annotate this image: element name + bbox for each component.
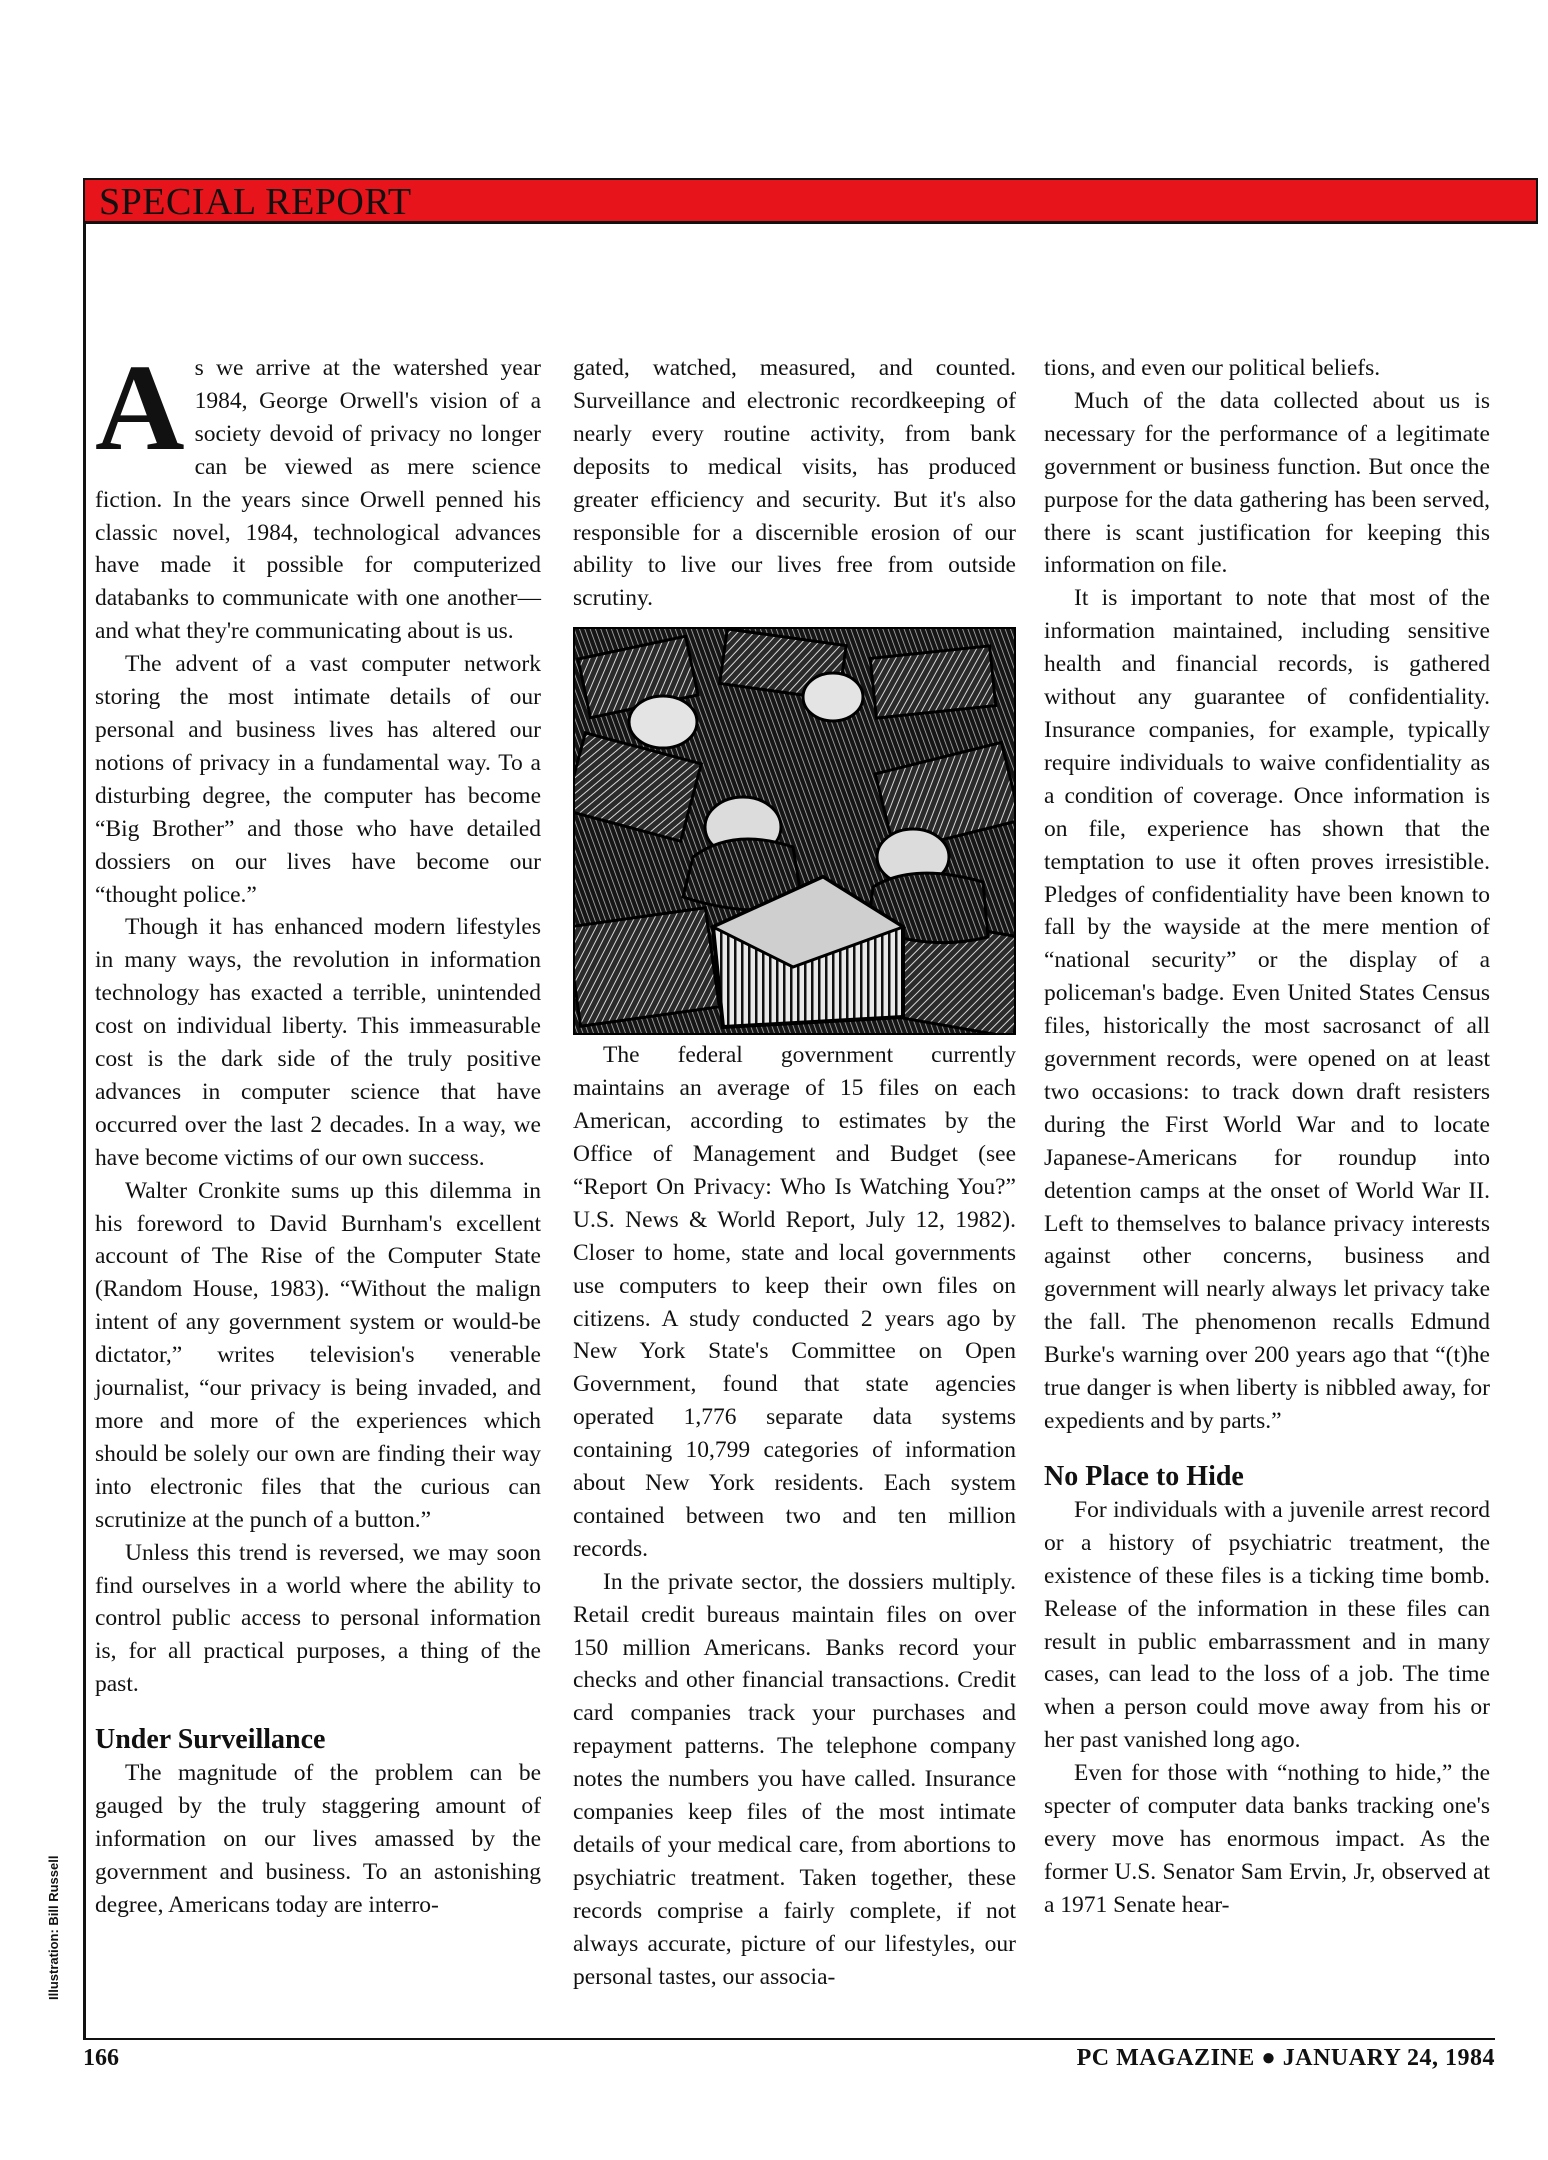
paragraph: The advent of a vast computer network storing the most intimate details of our personal and business lives has altered our notions of privacy in a fundamental way. To a disturbing degree, the computer has become “Big Brother” and those who have detailed dossiers on our lives have become our “thought police.”	[95, 651, 541, 908]
paragraph: For individuals with a juvenile arrest record or a history of psychiatric treatment, the existence of these files is a ticking time bomb. Release of the information in these files can result in public embarrassment and in many cases, can lead to the loss of a job. The time when a person could move away from his or her past vanished long ago.	[1044, 1496, 1490, 1754]
illustration-credit: Illustration: Bill Russell	[46, 1855, 61, 2000]
section-title: SPECIAL REPORT	[99, 181, 412, 223]
paragraph: Unless this trend is reversed, we may soon find ourselves in a world where the ability to control public access to personal information is, for all practical purposes, a thing of the past.	[95, 1539, 541, 1698]
article-column-2	[573, 352, 1016, 1994]
paragraph: It is important to note that most of the information maintained, including sensitive health and financial records, is gathered without any guarantee of confidentiality. Insurance companies, for example, typically require individuals to waive confidentiality as a condition of coverage. Once information is on file, experience has shown that the temptation to use it often proves irresistible. Pledges of confidentiality have been known to fall by the wayside at the mere mention of “national security” or the display of a policeman's badge. Even United States Census files, historically the most sacrosanct of all government records, were opened on at least two occasions: to track down draft resisters during the First World War and to locate Japanese-Americans for roundup into detention camps at the onset of World War II. Left to themselves to balance privacy interests against other concerns, business and government will nearly always let privacy take the fall. The phenomenon recalls Edmund Burke's warning over 200 years ago that “(t)he true danger is when liberty is nibbled away, for expedients and by parts.”	[1044, 585, 1490, 1434]
illustration-drawing	[573, 627, 1016, 1035]
paragraph: Though it has enhanced modern lifestyles in many ways, the revolution in information technology has exacted a terrible, unintended cost on individual liberty. This immeasurable cost is the dark side of the truly positive advances in computer science that have occurred over the last 2 decades. In a way, we have become victims of our own success.	[95, 914, 541, 1171]
paragraph: In the private sector, the dossiers multiply. Retail credit bureaus maintain files on over 150 million Americans. Banks record your checks and other financial transactions. Credit card companies track your purchases and repayment patterns. The telephone company notes the numbers you have called. Insurance companies keep files of the most intimate details of your medical care, from abortions to psychiatric treatment. Taken together, these records comprise a fairly complete, if not always accurate, picture of our lifestyles, our personal tastes, our associa-	[573, 1568, 1016, 1990]
paragraph: Much of the data collected about us is necessary for the performance of a legitimate government or business function. But once the purpose for the data gathering has been served, there is scant justification for keeping this information on file.	[1044, 387, 1490, 579]
publication-footer: PC MAGAZINE ● JANUARY 24, 1984	[1076, 2045, 1495, 2071]
paragraph: The magnitude of the problem can be gauged by the truly staggering amount of information on our lives amassed by the government and business. To an astonishing degree, Americans today are interro-	[95, 1760, 541, 1918]
page-number: 166	[83, 2045, 119, 2071]
article-column-1	[95, 339, 541, 1922]
paragraph: tions, and even our political beliefs.	[1044, 355, 1381, 381]
woodcut-illustration	[573, 627, 1016, 1035]
section-header-bar	[83, 178, 1538, 224]
paragraph: The federal government currently maintains an average of 15 files on each American, according to estimates by the Office of Management and Budget (see “Report On Privacy: Who Is Watching You?” U.S. News & World Report, July 12, 1982). Closer to home, state and local governments use computers to keep their own files on citizens. A study conducted 2 years ago by New York State's Committee on Open Government, found that state agencies operated 1,776 separate data systems containing 10,799 categories of information about New York residents. Each system contained between two and ten million records.	[573, 1042, 1016, 1562]
frame-bottom-rule	[83, 2038, 1495, 2040]
drop-cap: A	[95, 339, 185, 476]
subheading-no-place-to-hide: No Place to Hide	[1044, 1460, 1244, 1492]
article-column-3	[1044, 352, 1490, 1922]
lead-paragraph-text: s we arrive at the watershed year 1984, George Orwell's vision of a society devoid of privacy no longer can be viewed as mere science fiction. In the years since Orwell penned his classic novel, 1984, technological advances have made it possible for computerized databanks to communicate with one another—and what they're communicating about is us.	[95, 355, 541, 645]
lead-paragraph	[95, 339, 541, 648]
paragraph: Even for those with “nothing to hide,” the specter of computer data banks tracking one's every move has enormous impact. As the former U.S. Senator Sam Ervin, Jr, observed at a 1971 Senate hear-	[1044, 1760, 1490, 1918]
paragraph: Walter Cronkite sums up this dilemma in his foreword to David Burnham's excellent account of The Rise of the Computer State (Random House, 1983). “Without the malign intent of any government system or would-be dictator,” writes television's venerable journalist, “our privacy is being invaded, and more and more of the experiences which should be solely our own are finding their way into electronic files that the curious can scrutinize at the punch of a button.”	[95, 1177, 541, 1533]
subheading-under-surveillance: Under Surveillance	[95, 1724, 326, 1756]
frame-left-rule	[83, 224, 86, 2040]
paragraph: gated, watched, measured, and counted. Surveillance and electronic recordkeeping of nearly every routine activity, from bank deposits to medical visits, has produced greater efficiency and security. But it's also responsible for a discernible erosion of our ability to live our lives free from outside scrutiny.	[573, 355, 1016, 612]
